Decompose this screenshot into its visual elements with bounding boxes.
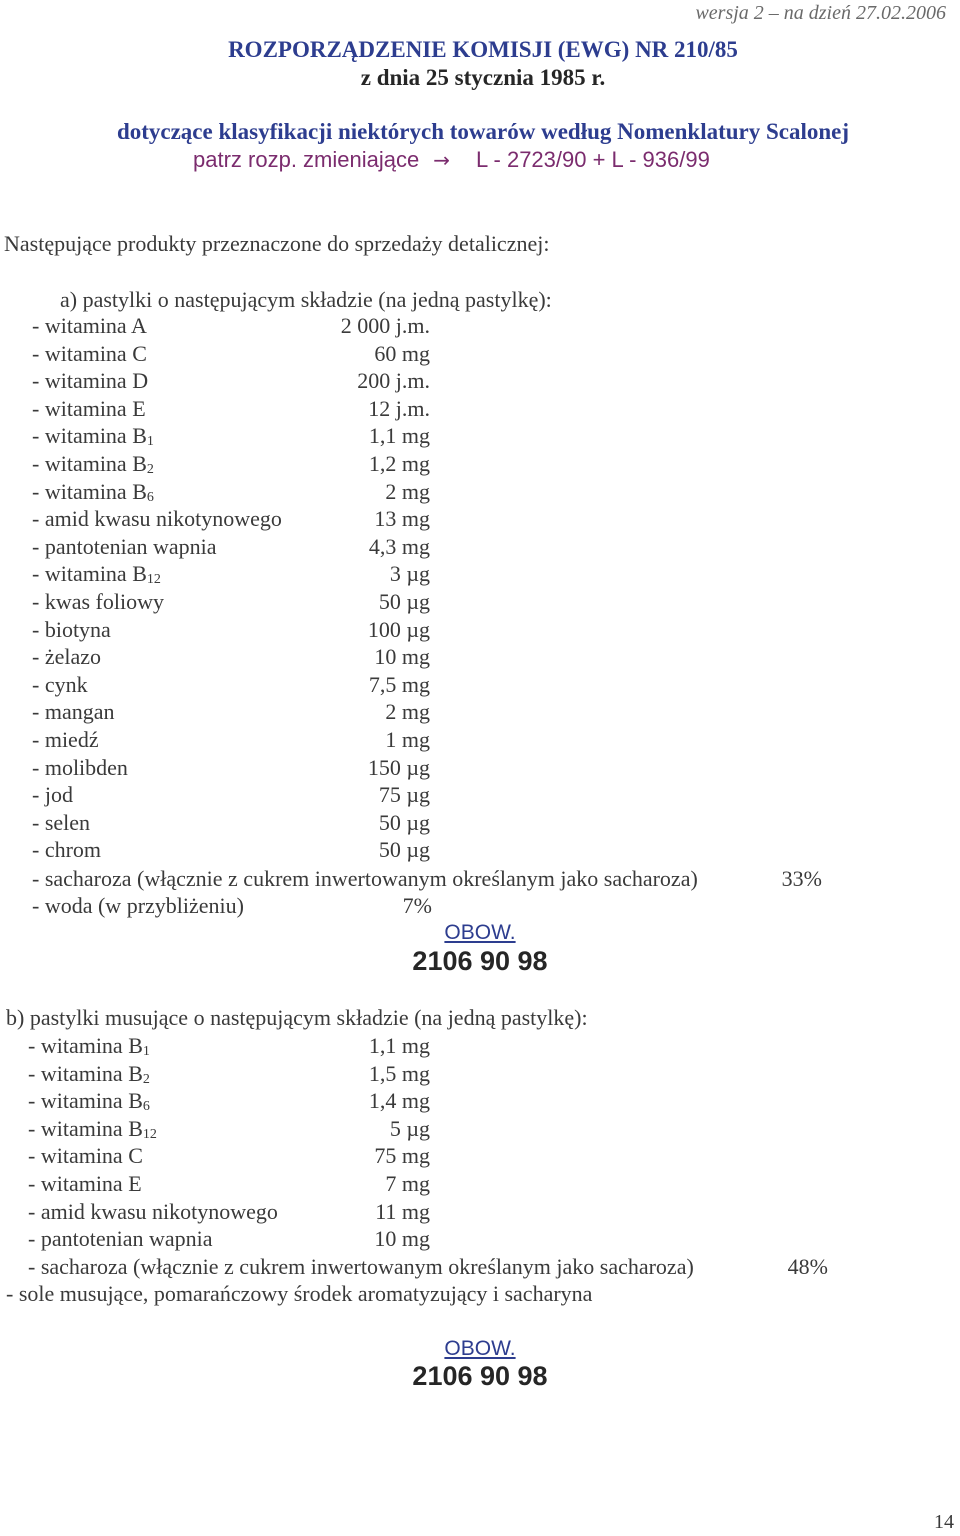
intro-text: Następujące produkty przeznaczone do sprzedaży detalicznej: [4, 231, 550, 256]
ingredient-name-text: - witamina B [32, 478, 147, 504]
ingredient-amount: 7,5 mg [368, 671, 430, 697]
ingredient-name-text: - witamina B [32, 561, 147, 587]
section-a-title: a) pastylki o następującym składzie (na jedną pastylkę): [60, 287, 552, 312]
ingredient-row [32, 837, 430, 864]
ingredient-row [28, 1171, 430, 1198]
ingredient-name-text: - chrom [32, 837, 102, 863]
ingredient-amount: 2 mg [385, 699, 430, 725]
ingredient-row [32, 534, 430, 561]
ingredient-name [28, 1116, 157, 1142]
ingredient-row [32, 368, 430, 395]
ingredient-amount: 1,1 mg [368, 423, 430, 449]
water-value: 7% [402, 893, 432, 918]
ingredient-name-text: - witamina B [28, 1115, 143, 1141]
ingredient-name [28, 1088, 150, 1114]
ingredient-row [28, 1143, 430, 1170]
section-a-water-row [32, 893, 432, 920]
ingredient-subscript: 12 [142, 1126, 157, 1142]
ingredient-row [32, 699, 430, 726]
ingredient-row [28, 1061, 430, 1088]
ingredient-amount: 13 mg [374, 506, 430, 532]
regulation-date: z dnia 25 stycznia 1985 r. [360, 65, 606, 90]
ingredient-name-text: - cynk [32, 671, 88, 697]
ingredient-row [28, 1226, 430, 1253]
ingredient-name-text: - selen [32, 809, 91, 835]
ingredient-subscript: 1 [146, 434, 154, 450]
ingredient-name-text: - witamina E [28, 1171, 142, 1196]
ingredient-row [32, 341, 430, 368]
water-label: - woda (w przybliżeniu) [32, 893, 244, 918]
regulation-subject: dotyczące klasyfikacji niektórych towarów według Nomenklatury Scalonej [116, 119, 850, 144]
ingredient-amount: 4,3 mg [368, 533, 430, 559]
section-a-sugar-row [32, 866, 822, 893]
ingredient-amount: 11 mg [375, 1198, 430, 1224]
ingredient-name-text: - witamina B [28, 1033, 143, 1058]
ingredient-name [28, 1143, 143, 1169]
ingredient-name [32, 837, 101, 863]
ingredient-name [32, 782, 73, 808]
ingredient-amount: 10 mg [374, 1226, 430, 1252]
sugar-label: - sacharoza (włącznie z cukrem inwertowanym określanym jako sacharoza) [32, 866, 698, 891]
reference-prefix: patrz rozp. zmieniające [193, 147, 420, 172]
sugar-label: - sacharoza (włącznie z cukrem inwertowanym określanym jako sacharoza) [28, 1254, 694, 1279]
ingredient-name [32, 617, 111, 643]
ingredient-amount: 1,4 mg [368, 1088, 430, 1114]
sugar-value: 48% [787, 1254, 828, 1279]
ingredient-subscript: 6 [142, 1099, 150, 1115]
ingredient-amount: 2 mg [385, 478, 430, 504]
ingredient-amount: 1,2 mg [368, 451, 430, 476]
ingredient-row [32, 451, 430, 478]
ingredient-name [28, 1171, 142, 1197]
amending-reference [193, 147, 710, 173]
ingredient-name-text: - witamina B [28, 1060, 143, 1086]
ingredient-amount: 5 µg [389, 1115, 430, 1141]
ingredient-amount: 10 mg [374, 644, 430, 670]
ingredient-subscript: 2 [146, 462, 154, 477]
ingredient-name [32, 479, 154, 505]
ingredient-name-text: - molibden [32, 754, 128, 780]
ingredient-name-text: - kwas foliowy [32, 589, 164, 614]
ingredient-row [32, 727, 430, 754]
section-b-obow-label: OBOW. [444, 1337, 516, 1360]
section-b-title: b) pastylki musujące o następującym składzie (na jedną pastylkę): [6, 1005, 588, 1030]
ingredient-row [32, 561, 430, 588]
ingredient-amount: 1 mg [385, 727, 430, 752]
ingredient-name [32, 396, 146, 422]
ingredient-name-text: - pantotenian wapnia [28, 1226, 213, 1252]
ingredient-name-text: - witamina B [32, 423, 147, 449]
ingredient-amount: 50 µg [378, 589, 430, 614]
ingredient-name-text: - jod [32, 782, 73, 808]
ingredient-amount: 3 µg [389, 561, 430, 587]
arrow-right-icon: → [433, 148, 450, 172]
ingredient-name [32, 368, 148, 394]
ingredient-amount: 100 µg [367, 616, 430, 642]
version-info: wersja 2 – na dzień 27.02.2006 [695, 2, 946, 24]
ingredient-row [32, 617, 430, 644]
ingredient-row [28, 1199, 430, 1226]
ingredient-row [28, 1116, 430, 1143]
ingredient-amount: 7 mg [385, 1171, 430, 1196]
ingredient-name-text: - biotyna [32, 616, 111, 642]
ingredient-row [32, 782, 430, 809]
ingredient-name [32, 672, 88, 698]
ingredient-name [32, 423, 154, 449]
ingredient-amount: 150 µg [367, 754, 430, 780]
ingredient-name [32, 506, 282, 532]
ingredient-name-text: - żelazo [32, 644, 101, 670]
ingredient-name-text: - pantotenian wapnia [32, 533, 217, 559]
sugar-value: 33% [781, 866, 822, 891]
ingredient-name [32, 313, 147, 339]
ingredient-amount: 50 µg [378, 837, 430, 863]
ingredient-row [32, 589, 430, 616]
ingredient-subscript: 6 [146, 489, 154, 505]
ingredient-amount: 75 mg [374, 1143, 430, 1169]
section-b-cn-code: 2106 90 98 [412, 1361, 548, 1391]
ingredient-amount: 1,5 mg [368, 1060, 430, 1086]
ingredient-row [32, 423, 430, 450]
ingredient-name [32, 341, 147, 367]
ingredient-row [28, 1088, 430, 1115]
ingredient-row [32, 755, 430, 782]
ingredient-name [32, 755, 128, 781]
ingredient-row [32, 810, 430, 837]
page-number: 14 [934, 1511, 954, 1533]
ingredient-amount: 1,1 mg [368, 1033, 430, 1058]
ingredient-row [32, 672, 430, 699]
ingredient-row [32, 506, 430, 533]
ingredient-name-text: - witamina C [32, 340, 147, 366]
ingredient-row [32, 644, 430, 671]
ingredient-name-text: - witamina C [28, 1143, 143, 1169]
ingredient-name-text: - witamina B [28, 1088, 143, 1114]
ingredient-name [32, 561, 161, 587]
ingredient-amount: 200 j.m. [357, 368, 430, 394]
ingredient-name-text: - witamina E [32, 395, 146, 421]
ingredient-name [28, 1199, 278, 1225]
section-a-cn-code: 2106 90 98 [412, 946, 548, 976]
ingredient-amount: 60 mg [374, 340, 430, 366]
ingredient-row [32, 396, 430, 423]
ingredient-subscript: 2 [142, 1071, 150, 1087]
ingredient-name [32, 644, 101, 670]
regulation-title: ROZPORZĄDZENIE KOMISJI (EWG) NR 210/85 [228, 37, 738, 62]
ingredient-name [32, 534, 217, 560]
ingredient-row [28, 1033, 430, 1060]
reference-codes: L - 2723/90 + L - 936/99 [475, 147, 710, 172]
ingredient-name [28, 1061, 150, 1087]
ingredient-amount: 75 µg [378, 782, 430, 808]
ingredient-name-text: - mangan [32, 699, 115, 725]
ingredient-amount: 50 µg [378, 809, 430, 835]
ingredient-name [28, 1033, 150, 1059]
ingredient-name-text: - witamina B [32, 451, 147, 476]
ingredient-name [28, 1226, 213, 1252]
section-b-sugar-row [28, 1254, 828, 1281]
ingredient-name [32, 451, 154, 477]
ingredient-name-text: - miedź [32, 727, 99, 752]
ingredient-row [32, 479, 430, 506]
ingredient-name-text: - amid kwasu nikotynowego [28, 1198, 278, 1224]
ingredient-name [32, 589, 164, 615]
ingredient-name [32, 810, 90, 836]
ingredient-amount: 12 j.m. [368, 395, 430, 421]
ingredient-subscript: 12 [146, 572, 161, 588]
ingredient-name [32, 727, 99, 753]
ingredient-row [32, 313, 430, 340]
ingredient-name [32, 699, 114, 725]
section-a-obow-label: OBOW. [444, 921, 516, 944]
ingredient-name-text: - amid kwasu nikotynowego [32, 506, 282, 532]
ingredient-subscript: 1 [142, 1044, 150, 1059]
section-b-extra-ingredients: - sole musujące, pomarańczowy środek aromatyzujący i sacharyna [6, 1281, 593, 1306]
ingredient-name-text: - witamina A [32, 313, 147, 338]
ingredient-name-text: - witamina D [32, 368, 149, 394]
ingredient-amount: 2 000 j.m. [340, 313, 430, 338]
